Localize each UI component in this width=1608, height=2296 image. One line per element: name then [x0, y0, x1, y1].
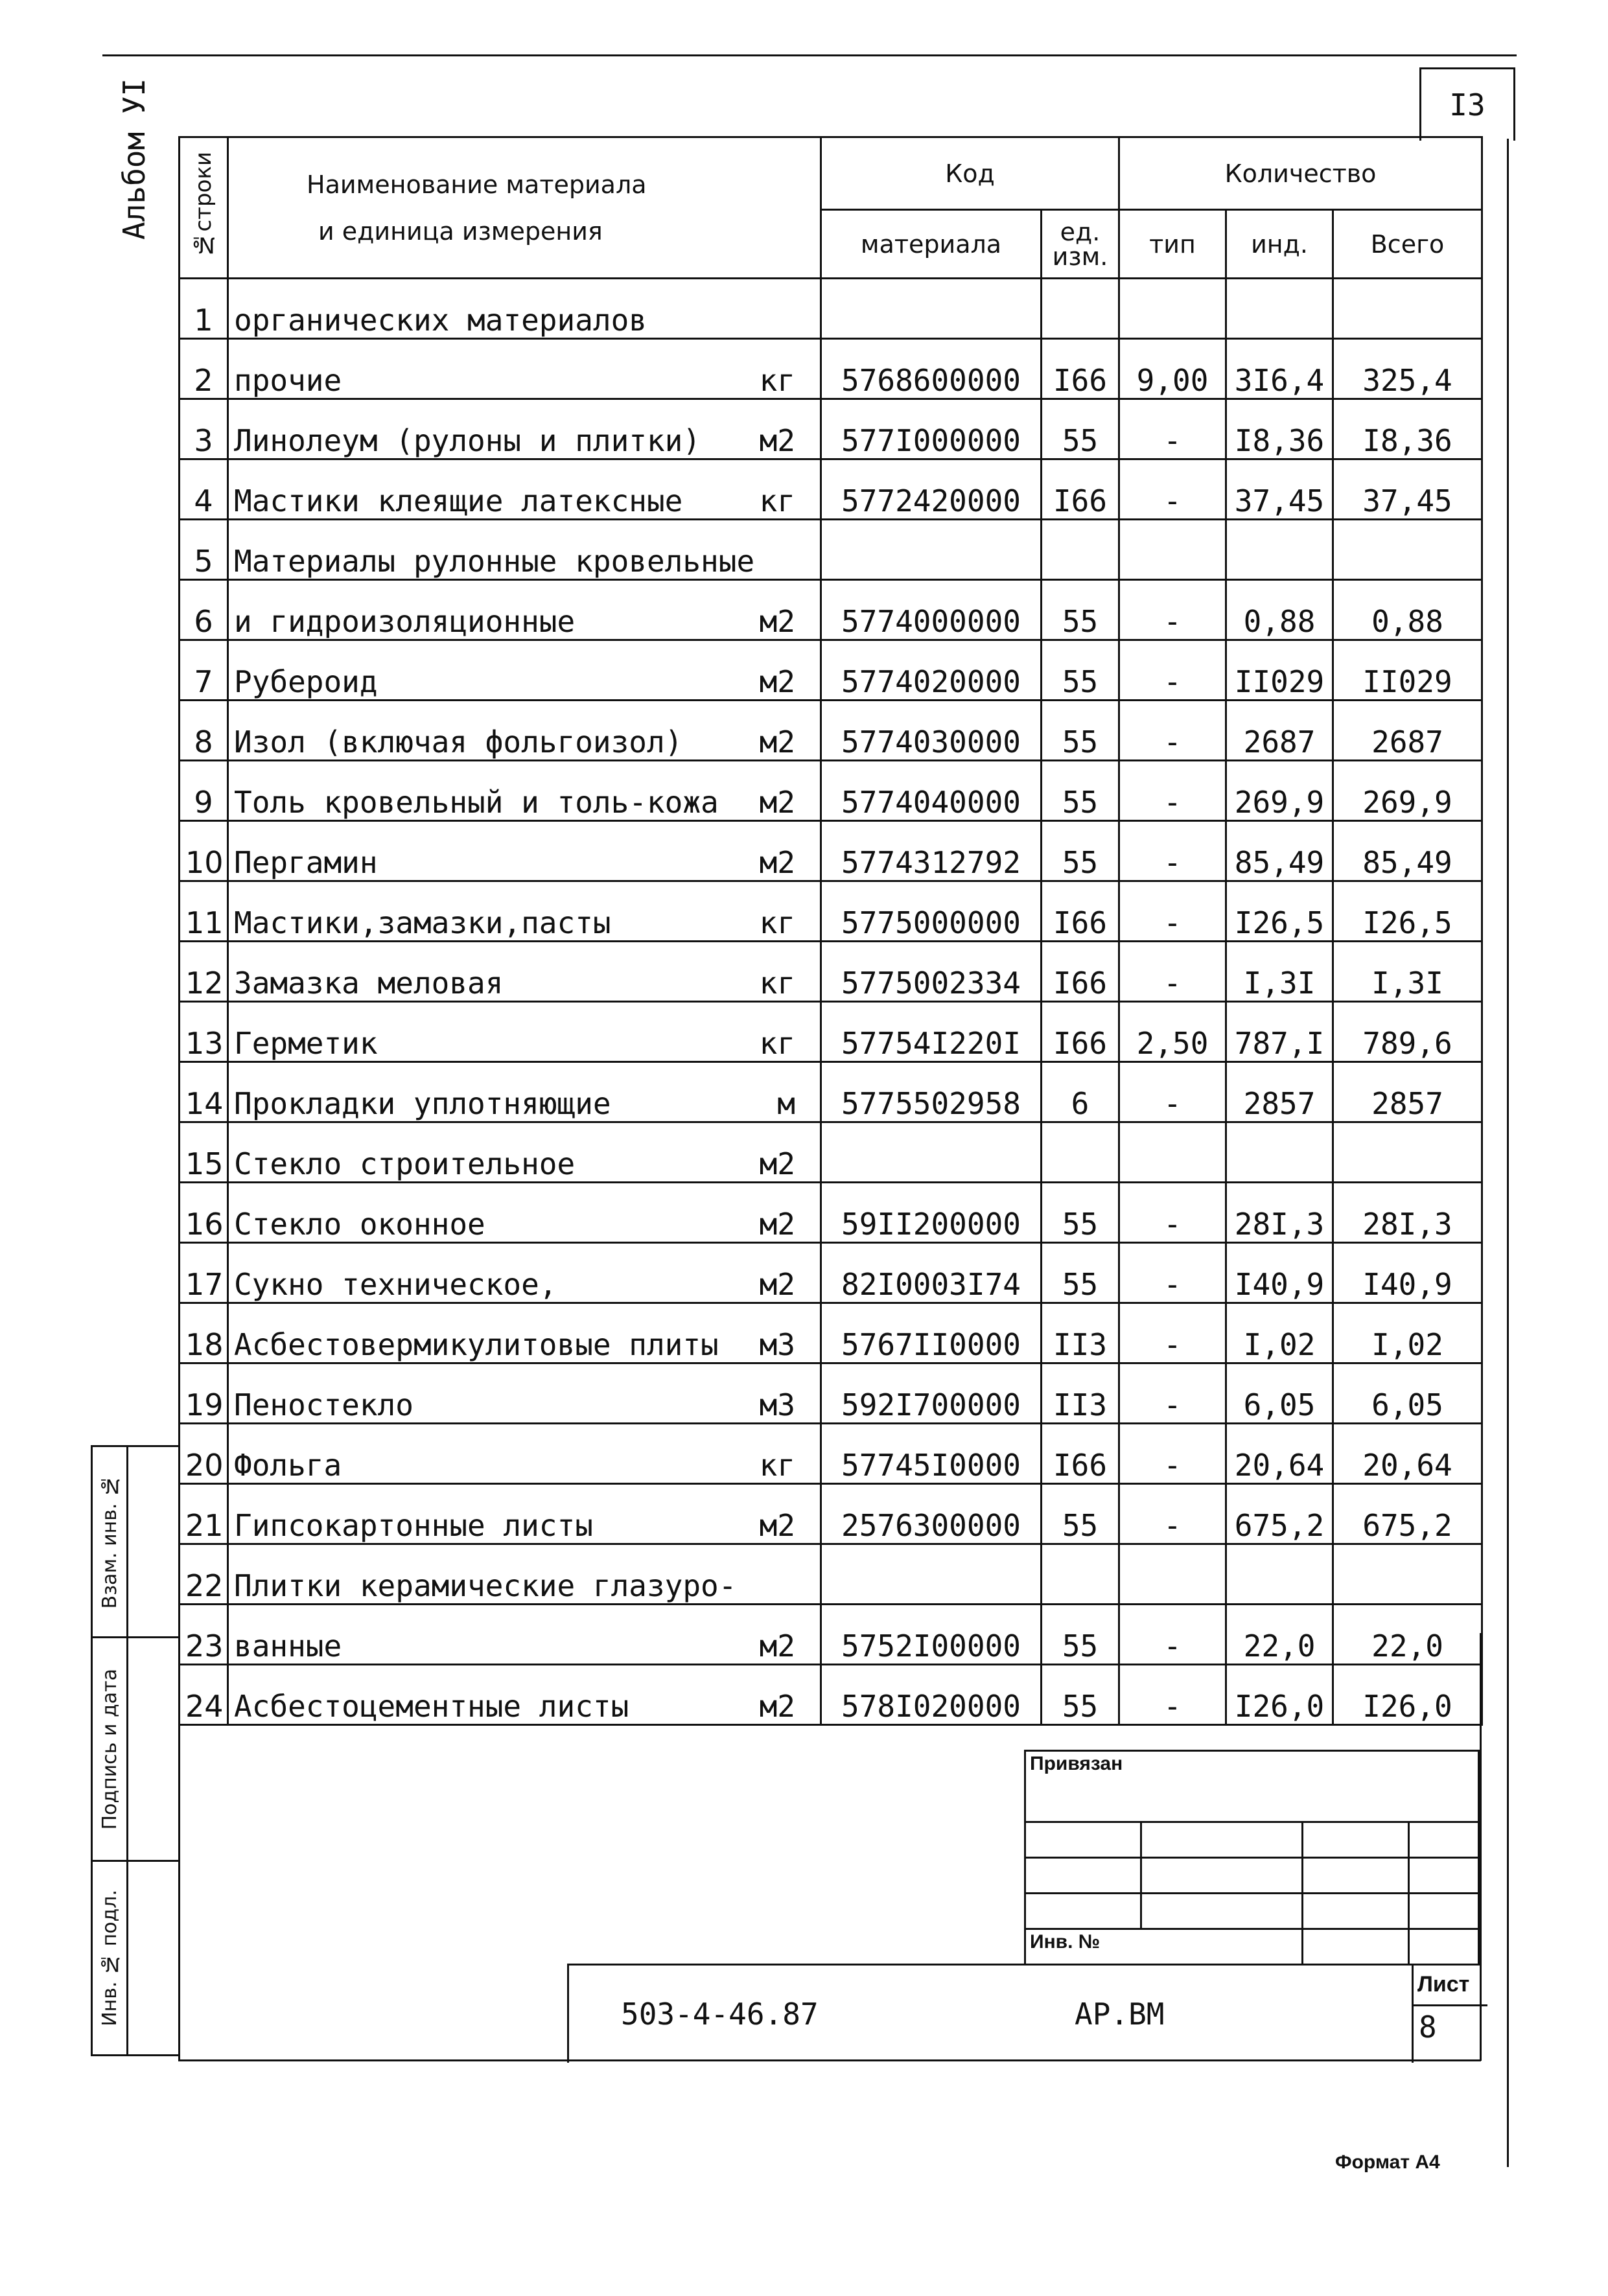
right-rule — [1507, 139, 1509, 2167]
row-ind: I26,0 — [1226, 1665, 1333, 1725]
row-tip: - — [1119, 761, 1226, 821]
row-total: I8,36 — [1333, 399, 1482, 459]
row-name-text: Герметик — [234, 1026, 378, 1061]
row-unit: м2 — [759, 1689, 795, 1724]
row-name-text: Изол (включая фольгоизол) — [234, 725, 683, 760]
sheet-label: Лист — [1414, 1966, 1487, 2006]
row-unit-code: I66 — [1042, 1424, 1119, 1484]
row-total — [1333, 520, 1482, 580]
row-number: 21 — [180, 1484, 228, 1544]
row-ind: 2857 — [1226, 1062, 1333, 1122]
table-row — [180, 1424, 1482, 1484]
row-ind: 22,0 — [1226, 1605, 1333, 1665]
row-unit-code: I66 — [1042, 942, 1119, 1002]
row-name-text: Прокладки уплотняющие — [234, 1086, 611, 1121]
row-ind: 28I,3 — [1226, 1183, 1333, 1243]
row-name — [228, 942, 821, 1002]
row-unit-code: I66 — [1042, 881, 1119, 942]
row-unit: м2 — [759, 664, 795, 699]
row-name — [228, 279, 821, 339]
row-unit-code: 55 — [1042, 761, 1119, 821]
side-col-box-2 — [126, 1636, 180, 1862]
table-row — [180, 640, 1482, 701]
row-ind — [1226, 1122, 1333, 1183]
row-tip — [1119, 520, 1226, 580]
row-total: I40,9 — [1333, 1243, 1482, 1303]
row-material-code: 5774030000 — [821, 701, 1042, 761]
row-tip: - — [1119, 1605, 1226, 1665]
row-name-text: Рубероид — [234, 664, 378, 699]
row-tip: - — [1119, 1183, 1226, 1243]
row-material-code: 5772420000 — [821, 459, 1042, 520]
table-row — [180, 279, 1482, 339]
row-ind — [1226, 279, 1333, 339]
row-total: 28I,3 — [1333, 1183, 1482, 1243]
table-body — [180, 279, 1482, 1725]
row-number: 9 — [180, 761, 228, 821]
row-name-text: Гипсокартонные листы — [234, 1508, 593, 1543]
album-label — [117, 78, 152, 240]
row-name — [228, 580, 821, 640]
row-unit — [795, 544, 815, 579]
row-number: 13 — [180, 1002, 228, 1062]
row-number: 14 — [180, 1062, 228, 1122]
row-name-text: Асбестовермикулитовые плиты — [234, 1327, 719, 1362]
table-row — [180, 1183, 1482, 1243]
table-row — [180, 1002, 1482, 1062]
row-ind: 20,64 — [1226, 1424, 1333, 1484]
row-total: I26,5 — [1333, 881, 1482, 942]
row-ind — [1226, 520, 1333, 580]
row-total: 789,6 — [1333, 1002, 1482, 1062]
row-name — [228, 339, 821, 399]
row-unit-code: 55 — [1042, 1605, 1119, 1665]
row-name-text: Пеностекло — [234, 1387, 414, 1422]
table-row — [180, 520, 1482, 580]
row-total: 20,64 — [1333, 1424, 1482, 1484]
row-material-code: 5767II0000 — [821, 1303, 1042, 1363]
row-number: 11 — [180, 881, 228, 942]
row-number: 24 — [180, 1665, 228, 1725]
row-ind: 85,49 — [1226, 821, 1333, 881]
row-tip: - — [1119, 459, 1226, 520]
row-tip — [1119, 1122, 1226, 1183]
row-unit-code — [1042, 1122, 1119, 1183]
row-total: I,02 — [1333, 1303, 1482, 1363]
row-name-text: Фольга — [234, 1448, 342, 1483]
row-number: 17 — [180, 1243, 228, 1303]
row-tip: - — [1119, 1062, 1226, 1122]
row-number: 3 — [180, 399, 228, 459]
row-unit-code — [1042, 279, 1119, 339]
row-total: 325,4 — [1333, 339, 1482, 399]
table-row — [180, 1122, 1482, 1183]
row-material-code — [821, 1122, 1042, 1183]
row-unit-code: 55 — [1042, 1484, 1119, 1544]
header-material-code: материала — [821, 210, 1042, 279]
row-number: 22 — [180, 1544, 228, 1605]
row-number: 12 — [180, 942, 228, 1002]
table-row — [180, 399, 1482, 459]
row-name — [228, 1544, 821, 1605]
document-mark: АР.ВМ — [1075, 1997, 1165, 2032]
row-number: 5 — [180, 520, 228, 580]
row-ind: 2687 — [1226, 701, 1333, 761]
row-unit: м2 — [759, 845, 795, 880]
row-name — [228, 761, 821, 821]
row-total — [1333, 279, 1482, 339]
row-name-text: Стекло строительное — [234, 1146, 576, 1181]
row-ind: I8,36 — [1226, 399, 1333, 459]
side-cell-signature — [91, 1636, 128, 1862]
table-row — [180, 1544, 1482, 1605]
table-row — [180, 1605, 1482, 1665]
row-unit: кг — [759, 966, 795, 1001]
row-ind: 269,9 — [1226, 761, 1333, 821]
row-tip — [1119, 1544, 1226, 1605]
row-unit: м2 — [759, 1267, 795, 1302]
row-name — [228, 1303, 821, 1363]
row-tip: - — [1119, 399, 1226, 459]
row-name-text: Мастики,замазки,пасты — [234, 905, 611, 940]
row-total: I26,0 — [1333, 1665, 1482, 1725]
row-unit-code: 6 — [1042, 1062, 1119, 1122]
row-material-code: 57745I0000 — [821, 1424, 1042, 1484]
row-name — [228, 1122, 821, 1183]
row-name — [228, 1243, 821, 1303]
row-name — [228, 520, 821, 580]
row-material-code: 578I020000 — [821, 1665, 1042, 1725]
row-unit: м2 — [759, 725, 795, 760]
row-material-code — [821, 279, 1042, 339]
row-tip: - — [1119, 821, 1226, 881]
table-row — [180, 580, 1482, 640]
row-total: 2687 — [1333, 701, 1482, 761]
row-name — [228, 821, 821, 881]
row-material-code: 5752I00000 — [821, 1605, 1042, 1665]
row-number: 18 — [180, 1303, 228, 1363]
row-unit: м2 — [759, 604, 795, 639]
row-ind: 787,I — [1226, 1002, 1333, 1062]
side-col-box-1 — [126, 1445, 180, 1638]
header-total: Всего — [1333, 210, 1482, 279]
top-rule — [102, 54, 1517, 56]
row-total: 2857 — [1333, 1062, 1482, 1122]
row-ind: I,02 — [1226, 1303, 1333, 1363]
table-row — [180, 1243, 1482, 1303]
row-number: 1 — [180, 279, 228, 339]
row-material-code: 59II200000 — [821, 1183, 1042, 1243]
row-material-code: 592I700000 — [821, 1363, 1042, 1424]
row-unit: м2 — [759, 1207, 795, 1242]
row-material-code — [821, 1544, 1042, 1605]
table-row — [180, 1062, 1482, 1122]
row-ind: 6,05 — [1226, 1363, 1333, 1424]
header-name — [228, 137, 821, 279]
row-name-text: Пергамин — [234, 845, 378, 880]
sheet-box — [1412, 1966, 1484, 2063]
row-name — [228, 1424, 821, 1484]
row-unit-code — [1042, 520, 1119, 580]
row-unit-code — [1042, 1544, 1119, 1605]
row-total: I,3I — [1333, 942, 1482, 1002]
header-unit-code-line1: ед. — [1060, 217, 1101, 246]
row-material-code: 5775502958 — [821, 1062, 1042, 1122]
row-name-text: Мастики клеящие латексные — [234, 483, 683, 518]
table-row — [180, 1665, 1482, 1725]
row-name-text: Плитки керамические глазуро- — [234, 1568, 737, 1603]
row-total — [1333, 1122, 1482, 1183]
row-tip: - — [1119, 1484, 1226, 1544]
header-quantity-group: Количество — [1119, 137, 1482, 210]
row-total: 6,05 — [1333, 1363, 1482, 1424]
row-unit: м2 — [759, 785, 795, 820]
row-unit-code: II3 — [1042, 1303, 1119, 1363]
side-cell-inv-vzam — [91, 1445, 128, 1638]
stamp-inv-no-label: Инв. № — [1025, 1929, 1303, 1965]
row-unit-code: 55 — [1042, 580, 1119, 640]
row-name-text: Материалы рулонные кровельные — [234, 544, 755, 579]
row-number: 2 — [180, 339, 228, 399]
row-material-code: 2576300000 — [821, 1484, 1042, 1544]
sheet-number: 8 — [1419, 2010, 1437, 2045]
row-ind: 37,45 — [1226, 459, 1333, 520]
row-number: 4 — [180, 459, 228, 520]
row-total: II029 — [1333, 640, 1482, 701]
row-unit: м3 — [759, 1387, 795, 1422]
row-material-code: 5768600000 — [821, 339, 1042, 399]
album-label-text: Альбом УI — [117, 78, 152, 240]
row-material-code: 5774000000 — [821, 580, 1042, 640]
header-ind: инд. — [1226, 210, 1333, 279]
row-ind: I40,9 — [1226, 1243, 1333, 1303]
row-total: 675,2 — [1333, 1484, 1482, 1544]
row-total: 37,45 — [1333, 459, 1482, 520]
row-name-text: Стекло оконное — [234, 1207, 485, 1242]
row-number: 15 — [180, 1122, 228, 1183]
row-name — [228, 1183, 821, 1243]
row-unit-code: 55 — [1042, 1243, 1119, 1303]
row-name-text: Асбестоцементные листы — [234, 1689, 629, 1724]
format-label: Формат А4 — [1335, 2151, 1440, 2173]
row-name-text: и гидроизоляционные — [234, 604, 576, 639]
row-tip: - — [1119, 701, 1226, 761]
row-unit-code: 55 — [1042, 821, 1119, 881]
table-row — [180, 459, 1482, 520]
row-unit: м2 — [759, 1146, 795, 1181]
row-material-code: 57754I220I — [821, 1002, 1042, 1062]
row-tip: - — [1119, 1424, 1226, 1484]
table-row — [180, 1303, 1482, 1363]
row-material-code: 82I0003I74 — [821, 1243, 1042, 1303]
row-unit: м2 — [759, 1508, 795, 1543]
table-row — [180, 339, 1482, 399]
row-name-text: прочие — [234, 363, 342, 398]
row-number: 6 — [180, 580, 228, 640]
row-name — [228, 1484, 821, 1544]
table-row — [180, 1363, 1482, 1424]
header-tip: тип — [1119, 210, 1226, 279]
side-strip — [91, 1445, 178, 2054]
row-tip: 2,50 — [1119, 1002, 1226, 1062]
side-cell-inv-podl — [91, 1860, 128, 2056]
row-name — [228, 1665, 821, 1725]
side-label-inv-podl: Инв. № подл. — [98, 1890, 121, 2026]
row-tip: - — [1119, 580, 1226, 640]
row-tip: - — [1119, 1243, 1226, 1303]
row-material-code: 5774040000 — [821, 761, 1042, 821]
row-material-code: 577I000000 — [821, 399, 1042, 459]
side-label-signature: Подпись и дата — [98, 1668, 121, 1830]
row-number: 16 — [180, 1183, 228, 1243]
row-number: 10 — [180, 821, 228, 881]
row-name — [228, 1062, 821, 1122]
row-name-text: Линолеум (рулоны и плитки) — [234, 423, 701, 458]
row-tip — [1119, 279, 1226, 339]
table-row — [180, 1484, 1482, 1544]
row-unit-code: 55 — [1042, 1183, 1119, 1243]
document-code: 503-4-46.87 — [621, 1997, 819, 2032]
row-unit: кг — [759, 363, 795, 398]
row-ind: 675,2 — [1226, 1484, 1333, 1544]
row-unit-code: 55 — [1042, 399, 1119, 459]
table-row — [180, 821, 1482, 881]
materials-table — [178, 136, 1483, 1726]
row-unit: кг — [759, 1448, 795, 1483]
row-unit: м3 — [759, 1327, 795, 1362]
row-name — [228, 1363, 821, 1424]
row-name-text: Замазка меловая — [234, 966, 504, 1001]
row-tip: - — [1119, 881, 1226, 942]
row-tip: - — [1119, 1665, 1226, 1725]
row-unit-code: 55 — [1042, 1665, 1119, 1725]
side-label-inv-vzam: Взам. инв. № — [98, 1474, 121, 1609]
row-material-code: 5774020000 — [821, 640, 1042, 701]
row-name-text: Толь кровельный и толь-кожа — [234, 785, 719, 820]
row-number: 23 — [180, 1605, 228, 1665]
row-name — [228, 459, 821, 520]
row-material-code — [821, 520, 1042, 580]
side-col-box-3 — [126, 1860, 180, 2056]
stamp-bound-label: Привязан — [1025, 1751, 1479, 1822]
row-unit-code: I66 — [1042, 339, 1119, 399]
row-unit — [795, 303, 815, 338]
row-unit: кг — [759, 1026, 795, 1061]
header-code-group: Код — [821, 137, 1119, 210]
row-number: 7 — [180, 640, 228, 701]
table-row — [180, 881, 1482, 942]
header-unit-code — [1042, 210, 1119, 279]
row-unit: м — [777, 1086, 795, 1121]
row-total: 0,88 — [1333, 580, 1482, 640]
row-name — [228, 640, 821, 701]
table-row — [180, 701, 1482, 761]
row-ind — [1226, 1544, 1333, 1605]
title-block — [567, 1964, 1482, 2063]
row-ind: I26,5 — [1226, 881, 1333, 942]
row-material-code: 5774312792 — [821, 821, 1042, 881]
row-total — [1333, 1544, 1482, 1605]
row-unit-code: 55 — [1042, 701, 1119, 761]
row-ind: 0,88 — [1226, 580, 1333, 640]
row-number: 8 — [180, 701, 228, 761]
header-row-number — [180, 137, 228, 279]
row-material-code: 5775000000 — [821, 881, 1042, 942]
table-row — [180, 942, 1482, 1002]
row-name — [228, 399, 821, 459]
row-name-text: органических материалов — [234, 303, 647, 338]
row-name — [228, 1605, 821, 1665]
row-unit: м2 — [759, 1629, 795, 1664]
row-name — [228, 1002, 821, 1062]
row-number: 19 — [180, 1363, 228, 1424]
row-tip: 9,00 — [1119, 339, 1226, 399]
header-row-number-label: №строки — [191, 152, 216, 258]
row-unit — [795, 1568, 815, 1603]
page-number: I3 — [1419, 67, 1515, 141]
binding-stamp — [1024, 1750, 1480, 1966]
row-tip: - — [1119, 1303, 1226, 1363]
row-total: 269,9 — [1333, 761, 1482, 821]
row-unit: кг — [759, 483, 795, 518]
row-name — [228, 701, 821, 761]
row-unit: кг — [759, 905, 795, 940]
row-number: 20 — [180, 1424, 228, 1484]
row-tip: - — [1119, 942, 1226, 1002]
row-ind: I,3I — [1226, 942, 1333, 1002]
row-unit-code: 55 — [1042, 640, 1119, 701]
row-unit-code: I66 — [1042, 459, 1119, 520]
row-unit-code: I66 — [1042, 1002, 1119, 1062]
row-unit: м2 — [759, 423, 795, 458]
row-total: 22,0 — [1333, 1605, 1482, 1665]
row-ind: 3I6,4 — [1226, 339, 1333, 399]
row-total: 85,49 — [1333, 821, 1482, 881]
row-unit-code: II3 — [1042, 1363, 1119, 1424]
table-row — [180, 761, 1482, 821]
row-material-code: 5775002334 — [821, 942, 1042, 1002]
header-unit-code-line2: изм. — [1052, 242, 1108, 271]
header-name-line1: Наименование материала — [307, 170, 647, 199]
row-ind: II029 — [1226, 640, 1333, 701]
header-name-line2: и единица измерения — [318, 216, 603, 246]
row-name — [228, 881, 821, 942]
row-name-text: Сукно техническое, — [234, 1267, 557, 1302]
row-tip: - — [1119, 640, 1226, 701]
row-name-text: ванные — [234, 1629, 342, 1664]
row-tip: - — [1119, 1363, 1226, 1424]
